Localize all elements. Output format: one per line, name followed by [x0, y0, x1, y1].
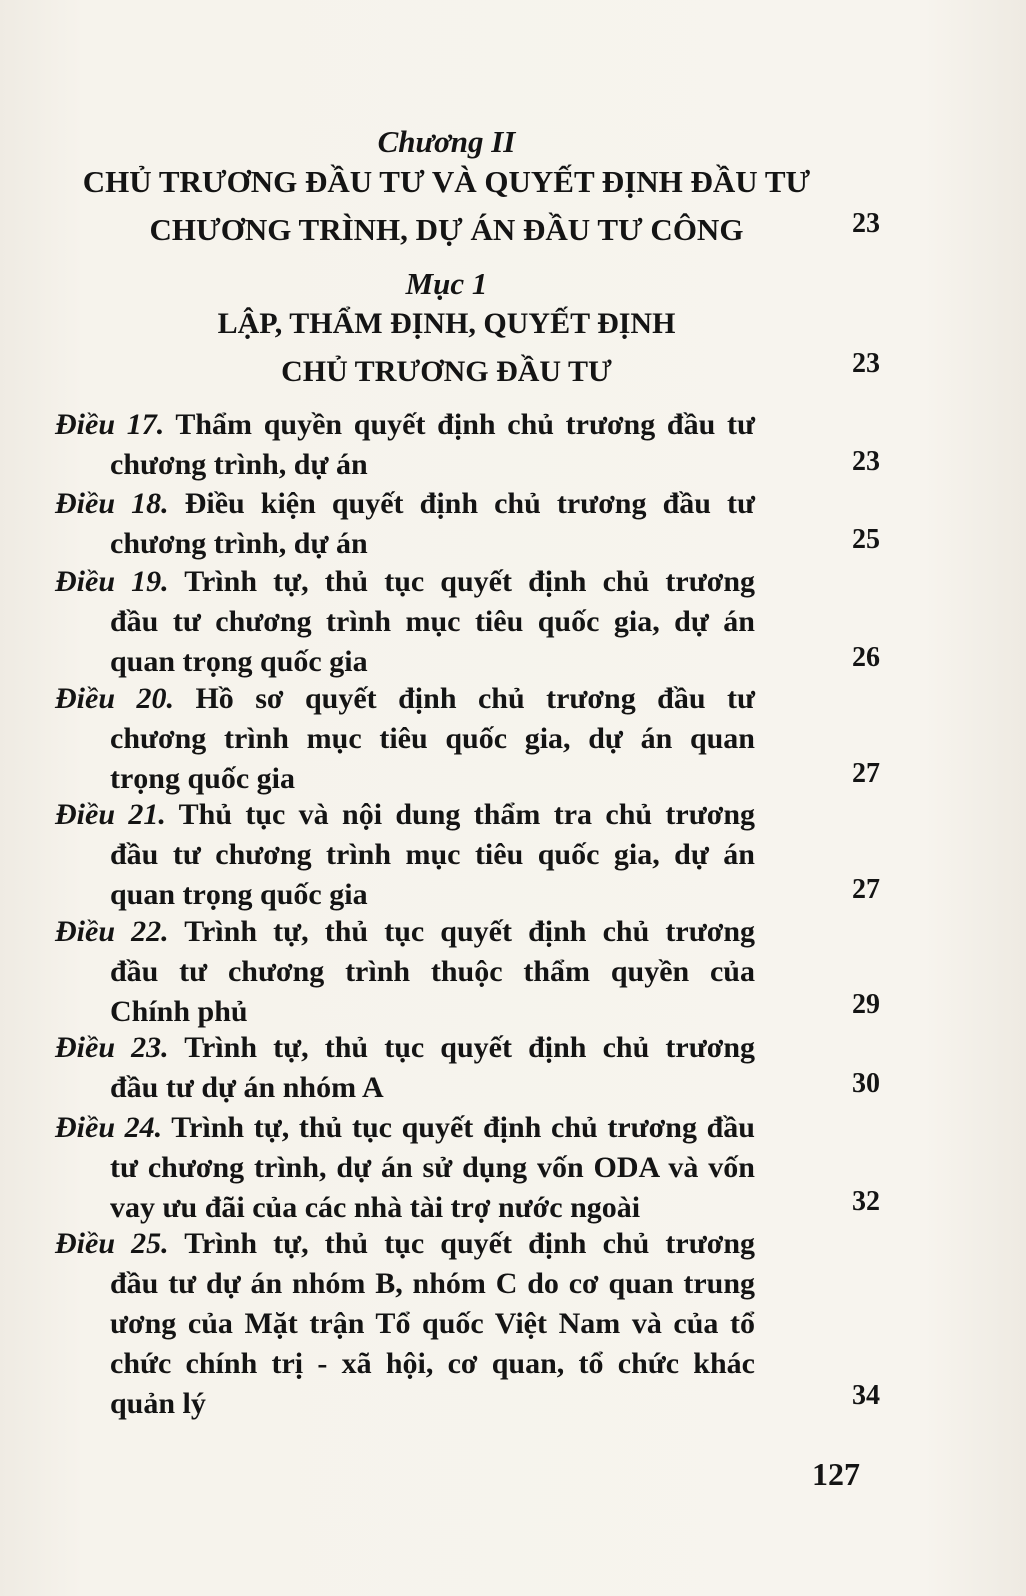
page-number: 127: [812, 1456, 860, 1492]
entry-line: chương trình, dự án: [110, 527, 368, 560]
entry-line: chức chính trị - xã hội, cơ quan, tổ chức khác: [110, 1347, 755, 1380]
chapter-page-number: 23: [852, 208, 880, 239]
entry-page-number: 23: [852, 446, 880, 477]
toc-entry-dieu-19: [55, 562, 755, 682]
entry-line: đầu tư dự án nhóm B, nhóm C do cơ quan trung: [110, 1267, 755, 1300]
entry-line: Điều 23. Trình tự, thủ tục quyết định chủ trương: [55, 1031, 756, 1064]
article-label: Điều 21.: [55, 798, 166, 831]
chapter-label: Chương II: [377, 124, 516, 159]
section-title: [0, 300, 893, 396]
entry-line: quan trọng quốc gia: [110, 645, 368, 678]
entry-page-number: 27: [852, 758, 880, 789]
section-title-line-1: LẬP, THẨM ĐỊNH, QUYẾT ĐỊNH: [217, 307, 676, 340]
article-label: Điều 22.: [55, 915, 169, 948]
entry-line: đầu tư dự án nhóm A: [110, 1071, 384, 1104]
entry-line: đầu tư chương trình thuộc thẩm quyền của: [110, 955, 755, 988]
chapter-title: [0, 158, 893, 254]
article-label: Điều 25.: [55, 1227, 169, 1260]
entry-line: Chính phủ: [110, 995, 248, 1028]
section-page-number: 23: [852, 348, 880, 379]
section-label: Mục 1: [405, 266, 488, 301]
entry-page-number: 34: [852, 1380, 880, 1411]
entry-page-number: 30: [852, 1068, 880, 1099]
entry-line: Điều 19. Trình tự, thủ tục quyết định chủ trương: [55, 565, 756, 598]
toc-entry-dieu-21: [55, 795, 755, 915]
entry-line: vay ưu đãi của các nhà tài trợ nước ngoài: [110, 1191, 641, 1224]
entry-page-number: 32: [852, 1186, 880, 1217]
entry-line: Điều 20. Hồ sơ quyết định chủ trương đầu tư: [55, 682, 756, 715]
entry-page-number: 27: [852, 874, 880, 905]
toc-entry-dieu-22: [55, 912, 755, 1032]
article-label: Điều 20.: [55, 682, 174, 715]
entry-line: Điều 24. Trình tự, thủ tục quyết định chủ trương đầu: [55, 1111, 755, 1144]
entry-line: Điều 25. Trình tự, thủ tục quyết định chủ trương: [55, 1227, 756, 1260]
chapter-title-line-1: CHỦ TRƯƠNG ĐẦU TƯ VÀ QUYẾT ĐỊNH ĐẦU TƯ: [82, 164, 811, 199]
entry-page-number: 29: [852, 989, 880, 1020]
entry-page-number: 26: [852, 642, 880, 673]
toc-entry-dieu-24: [55, 1108, 755, 1228]
article-label: Điều 18.: [55, 487, 169, 520]
entry-line: đầu tư chương trình mục tiêu quốc gia, dự án: [110, 838, 755, 871]
article-label: Điều 17.: [55, 408, 165, 441]
entry-line: chương trình mục tiêu quốc gia, dự án quan: [110, 722, 755, 755]
chapter-title-line-2: CHƯƠNG TRÌNH, DỰ ÁN ĐẦU TƯ CÔNG: [149, 212, 744, 247]
entry-line: Điều 22. Trình tự, thủ tục quyết định chủ trương: [55, 915, 756, 948]
entry-line: ương của Mặt trận Tổ quốc Việt Nam và của tổ: [110, 1307, 755, 1340]
entry-line: Điều 18. Điều kiện quyết định chủ trương đầu tư: [55, 487, 756, 520]
entry-line: tư chương trình, dự án sử dụng vốn ODA và vốn: [110, 1151, 755, 1184]
toc-entry-dieu-25: [55, 1224, 755, 1424]
entry-line: Điều 21. Thủ tục và nội dung thẩm tra chủ trương: [55, 798, 756, 831]
entry-page-number: 25: [852, 524, 880, 555]
article-label: Điều 23.: [55, 1031, 169, 1064]
entry-line: quan trọng quốc gia: [110, 878, 368, 911]
entry-line: trọng quốc gia: [110, 762, 296, 795]
entry-line: Điều 17. Thẩm quyền quyết định chủ trương đầu tư: [55, 408, 755, 441]
article-label: Điều 24.: [55, 1111, 163, 1144]
entry-line: chương trình, dự án: [110, 448, 368, 481]
section-title-line-2: CHỦ TRƯƠNG ĐẦU TƯ: [281, 355, 612, 388]
toc-entry-dieu-18: [55, 484, 755, 564]
article-label: Điều 19.: [55, 565, 169, 598]
toc-entry-dieu-20: [55, 679, 755, 799]
entry-line: đầu tư chương trình mục tiêu quốc gia, dự án: [110, 605, 755, 638]
toc-entry-dieu-23: [55, 1028, 755, 1108]
entry-line: quản lý: [110, 1387, 206, 1420]
toc-entry-dieu-17: [55, 405, 755, 485]
